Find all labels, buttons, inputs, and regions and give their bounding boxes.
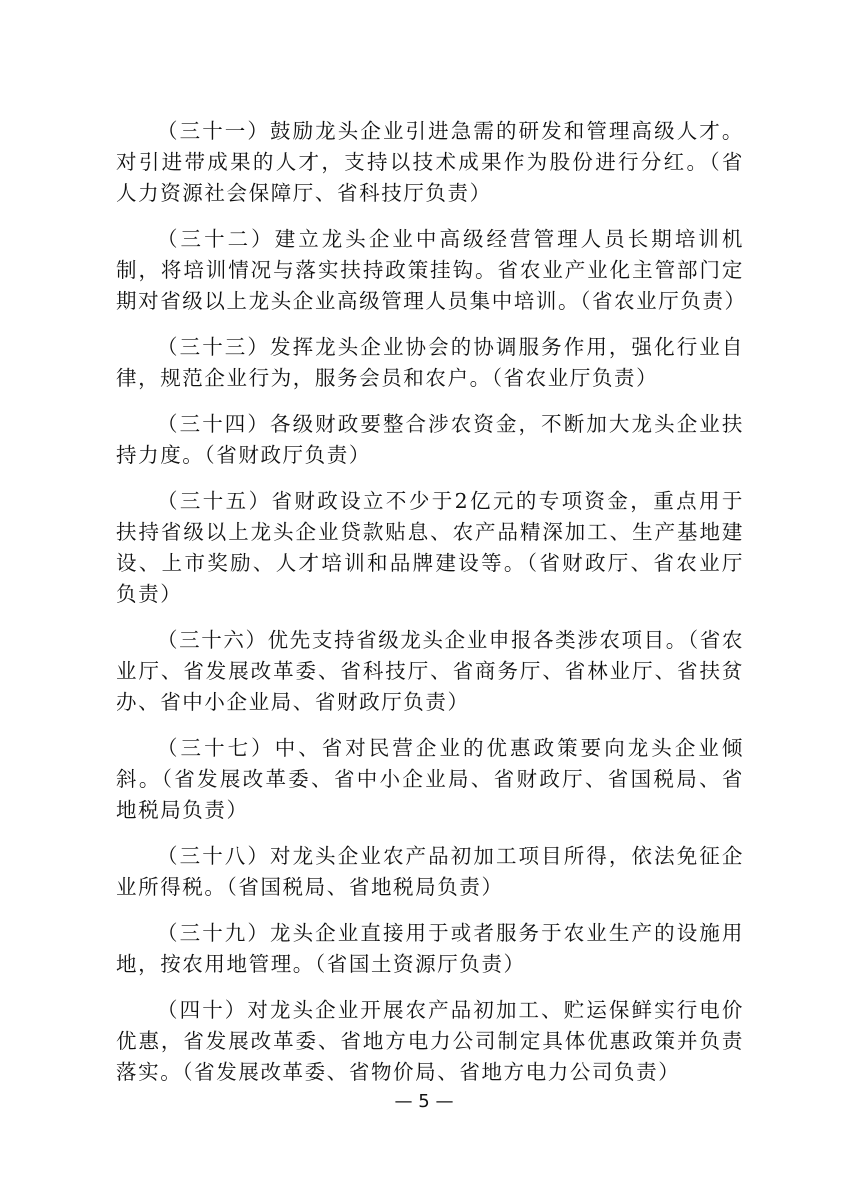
paragraph-label: （三十一） — [157, 119, 270, 143]
paragraph-35 — [116, 486, 744, 610]
paragraph-text: 发挥龙头企业协会的协调服务作用，强化行业自律，规范企业行为，服务会员和农户。（省农业厅负责） — [116, 335, 744, 390]
paragraph-text: 龙头企业直接用于或者服务于农业生产的设施用地，按农用地管理。（省国土资源厅负责） — [116, 921, 744, 976]
paragraph-text: 优先支持省级龙头企业申报各类涉农项目。（省农业厅、省发展改革委、省科技厅、省商务厅、省林业厅、省扶贫办、省中小企业局、省财政厅负责） — [116, 628, 744, 714]
paragraph-label: （三十八） — [157, 844, 270, 868]
paragraph-label: （四十） — [157, 998, 248, 1022]
paragraph-34 — [116, 409, 744, 471]
paragraph-32 — [116, 224, 747, 317]
paragraph-label: （三十九） — [157, 921, 270, 945]
paragraph-33 — [116, 332, 744, 394]
paragraph-label: （三十七） — [157, 736, 275, 760]
paragraph-text: 建立龙头企业中高级经营管理人员长期培训机制，将培训情况与落实扶持政策挂钩。省农业产业化主管部门定期对省级以上龙头企业高级管理人员集中培训。（省农业厅负责） — [116, 227, 747, 313]
paragraph-40 — [116, 995, 744, 1088]
paragraph-label: （三十二） — [157, 227, 275, 251]
paragraph-label: （三十五） — [157, 489, 272, 513]
paragraph-31 — [116, 116, 744, 209]
page-number: — 5 — — [394, 1091, 454, 1112]
paragraph-text: 对龙头企业开展农产品初加工、贮运保鲜实行电价优惠，省发展改革委、省地方电力公司制定具体优惠政策并负责落实。（省发展改革委、省物价局、省地方电力公司负责） — [116, 998, 744, 1084]
paragraph-text: 鼓励龙头企业引进急需的研发和管理高级人才。对引进带成果的人才，支持以技术成果作为股份进行分红。（省人力资源社会保障厅、省科技厅负责） — [116, 119, 744, 205]
paragraph-text: 中、省对民营企业的优惠政策要向龙头企业倾斜。（省发展改革委、省中小企业局、省财政厅、省国税局、省地税局负责） — [116, 736, 744, 822]
paragraph-label: （三十六） — [157, 628, 268, 652]
paragraph-label: （三十四） — [157, 412, 270, 436]
paragraph-38 — [116, 841, 744, 903]
paragraph-37 — [116, 733, 744, 826]
paragraph-text: 对龙头企业农产品初加工项目所得，依法免征企业所得税。（省国税局、省地税局负责） — [116, 844, 744, 899]
paragraph-36 — [116, 625, 744, 718]
paragraph-39 — [116, 918, 744, 980]
paragraph-text: 省财政设立不少于2亿元的专项资金，重点用于扶持省级以上龙头企业贷款贴息、农产品精深加工、生产基地建设、上市奖励、人才培训和品牌建设等。（省财政厅、省农业厅负责） — [116, 489, 744, 606]
paragraph-label: （三十三） — [157, 335, 270, 359]
paragraph-text: 各级财政要整合涉农资金，不断加大龙头企业扶持力度。（省财政厅负责） — [116, 412, 744, 467]
document-body — [116, 116, 747, 1103]
